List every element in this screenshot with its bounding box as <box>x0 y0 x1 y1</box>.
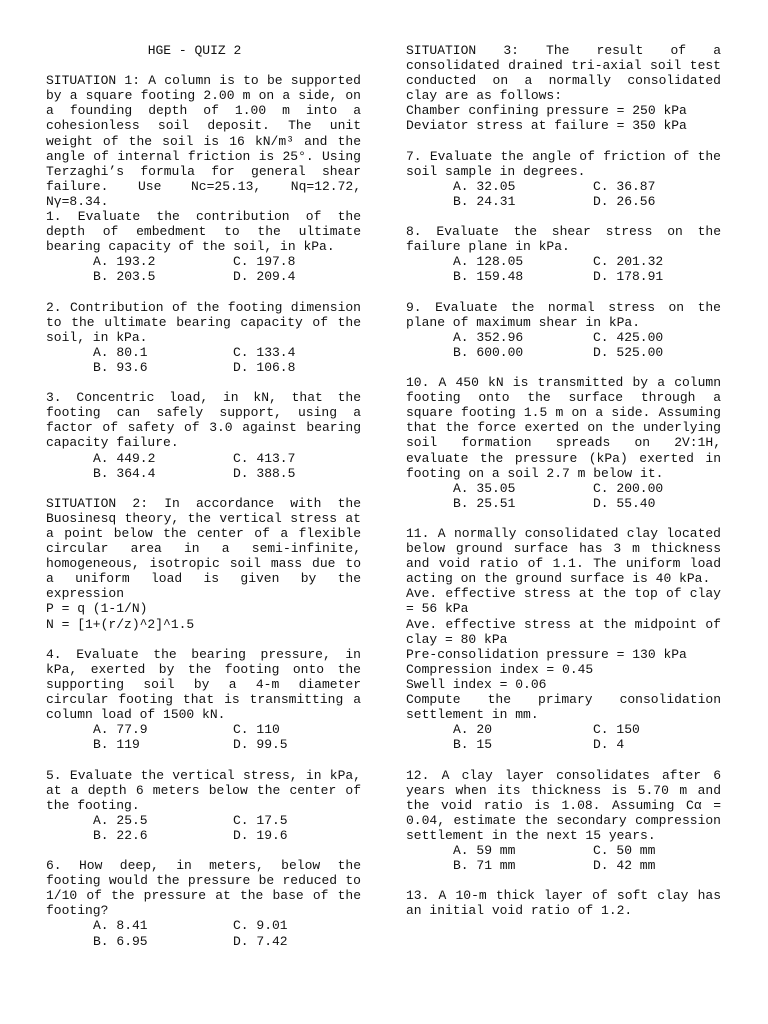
question-1: 1. Evaluate the contribution of the depth of embedment to the ultimate bearing capacity of the soil, in kPa. <box>46 209 361 255</box>
question-4: 4. Evaluate the bearing pressure, in kPa, exerted by the footing onto the supporting soil by a 4-m diameter circular footing that is transmitting a column load of 1500 kN. <box>46 646 361 723</box>
choice-d: D. 99.5 <box>233 737 288 753</box>
choice-a: A. 193.2 <box>93 254 156 270</box>
choice-a: A. 59 mm <box>453 842 516 858</box>
choice-c: C. 50 mm <box>593 842 656 858</box>
question-3: 3. Concentric load, in kN, that the footing can safely support, using a factor of safety of 3.0 against bearing capacity failure. <box>46 390 361 451</box>
right-column <box>406 43 721 918</box>
situation-2: SITUATION 2: In accordance with the Buosinesq theory, the vertical stress at a point below the center of a flexible circular area in a semi-infinite, homogeneous, isotropic soil mass due to a uniform load is given by the expression <box>46 495 361 602</box>
choice-b: B. 159.48 <box>453 269 524 285</box>
choice-d: D. 209.4 <box>233 269 296 285</box>
choice-d: D. 19.6 <box>233 827 288 843</box>
choice-c: C. 110 <box>233 722 280 738</box>
question-3-choices <box>46 451 361 481</box>
choice-b: B. 15 <box>453 737 493 753</box>
choice-c: C. 197.8 <box>233 254 296 270</box>
choice-a: A. 77.9 <box>93 722 148 738</box>
choice-b: B. 24.31 <box>453 193 516 209</box>
choice-a: A. 25.5 <box>93 812 148 828</box>
question-11: 11. A normally consolidated clay located below ground surface has 3 m thickness and void ratio of 1.1. The uniform load acting on the ground surface is 40 kPa. <box>406 526 721 587</box>
quiz-title: HGE - QUIZ 2 <box>147 43 242 58</box>
situation-3-confining-pressure: Chamber confining pressure = 250 kPa <box>406 103 687 119</box>
choice-c: C. 425.00 <box>593 329 664 345</box>
choice-c: C. 36.87 <box>593 178 656 194</box>
choice-d: D. 178.91 <box>593 269 664 285</box>
question-2: 2. Contribution of the footing dimension to the ultimate bearing capacity of the soil, in kPa. <box>46 299 361 345</box>
question-11-swell-index: Swell index = 0.06 <box>406 676 547 692</box>
choice-d: D. 388.5 <box>233 465 296 481</box>
question-13: 13. A 10-m thick layer of soft clay has an initial void ratio of 1.2. <box>406 888 721 919</box>
formula-p: P = q (1-1/N) <box>46 601 148 617</box>
question-7-choices <box>406 179 721 209</box>
choice-d: D. 525.00 <box>593 344 664 360</box>
choice-a: A. 80.1 <box>93 344 148 360</box>
choice-b: B. 119 <box>93 737 140 753</box>
formula-n: N = [1+(r/z)^2]^1.5 <box>46 616 195 632</box>
choice-d: D. 4 <box>593 737 625 753</box>
question-11-choices <box>406 722 721 752</box>
question-11-preconsolidation: Pre-consolidation pressure = 130 kPa <box>406 646 687 662</box>
choice-b: B. 6.95 <box>93 933 148 949</box>
choice-b: B. 203.5 <box>93 269 156 285</box>
choice-a: A. 352.96 <box>453 329 524 345</box>
choice-c: C. 17.5 <box>233 812 288 828</box>
choice-d: D. 55.40 <box>593 495 656 511</box>
question-6: 6. How deep, in meters, below the footing would the pressure be reduced to 1/10 of the pressure at the base of the footing? <box>46 858 361 919</box>
choice-d: D. 42 mm <box>593 858 656 874</box>
choice-d: D. 7.42 <box>233 933 288 949</box>
choice-c: C. 201.32 <box>593 254 664 270</box>
choice-a: A. 32.05 <box>453 178 516 194</box>
choice-a: A. 128.05 <box>453 254 524 270</box>
choice-c: C. 200.00 <box>593 480 664 496</box>
choice-b: B. 600.00 <box>453 344 524 360</box>
question-8-choices <box>406 254 721 284</box>
situation-3-deviator-stress: Deviator stress at failure = 350 kPa <box>406 118 687 134</box>
choice-c: C. 9.01 <box>233 918 288 934</box>
question-1-choices <box>46 254 361 284</box>
question-6-choices <box>46 918 361 948</box>
choice-d: D. 106.8 <box>233 359 296 375</box>
choice-d: D. 26.56 <box>593 193 656 209</box>
question-11-mid-stress: Ave. effective stress at the midpoint of clay = 80 kPa <box>406 616 721 647</box>
question-10-choices <box>406 481 721 511</box>
choice-a: A. 8.41 <box>93 918 148 934</box>
choice-c: C. 133.4 <box>233 344 296 360</box>
choice-b: B. 71 mm <box>453 858 516 874</box>
question-8: 8. Evaluate the shear stress on the failure plane in kPa. <box>406 224 721 255</box>
question-12-choices <box>406 843 721 873</box>
situation-1: SITUATION 1: A column is to be supported by a square footing 2.00 m on a side, on a founding depth of 1.00 m into a cohesionless soil deposit. The unit weight of the soil is 16 kN/m³ and the angle of internal friction is 25°. Using Terzaghi’s formula for general shear failure. Use Nc=25.13, Nq=12.72, Nγ=8.34. <box>46 73 361 209</box>
choice-c: C. 150 <box>593 722 640 738</box>
question-2-choices <box>46 345 361 375</box>
question-5: 5. Evaluate the vertical stress, in kPa, at a depth 6 meters below the center of the footing. <box>46 767 361 813</box>
choice-b: B. 364.4 <box>93 465 156 481</box>
choice-a: A. 20 <box>453 722 493 738</box>
question-9-choices <box>406 330 721 360</box>
question-4-choices <box>46 722 361 752</box>
question-11-top-stress: Ave. effective stress at the top of clay = 56 kPa <box>406 586 721 617</box>
question-11-prompt: Compute the primary consolidation settlement in mm. <box>406 692 721 723</box>
choice-b: B. 22.6 <box>93 827 148 843</box>
situation-3: SITUATION 3: The result of a consolidated drained tri-axial soil test conducted on a normally consolidated clay are as follows: <box>406 43 721 104</box>
choice-b: B. 93.6 <box>93 359 148 375</box>
question-5-choices <box>46 813 361 843</box>
choice-c: C. 413.7 <box>233 450 296 466</box>
question-11-compression-index: Compression index = 0.45 <box>406 661 594 677</box>
choice-a: A. 449.2 <box>93 450 156 466</box>
question-9: 9. Evaluate the normal stress on the plane of maximum shear in kPa. <box>406 299 721 330</box>
question-7: 7. Evaluate the angle of friction of the soil sample in degrees. <box>406 148 721 179</box>
choice-b: B. 25.51 <box>453 495 516 511</box>
left-column <box>46 43 361 949</box>
choice-a: A. 35.05 <box>453 480 516 496</box>
question-12: 12. A clay layer consolidates after 6 years when its thickness is 5.70 m and the void ratio is 1.08. Assuming Cα = 0.04, estimate the secondary compression settlement in the next 15 years. <box>406 767 721 843</box>
question-10: 10. A 450 kN is transmitted by a column footing onto the surface through a square footing 1.5 m on a side. Assuming that the force exerted on the underlying soil formation spreads on 2V:1H, evaluate the pressure (kPa) exerted in footing on a soil 2.7 m below it. <box>406 375 721 481</box>
